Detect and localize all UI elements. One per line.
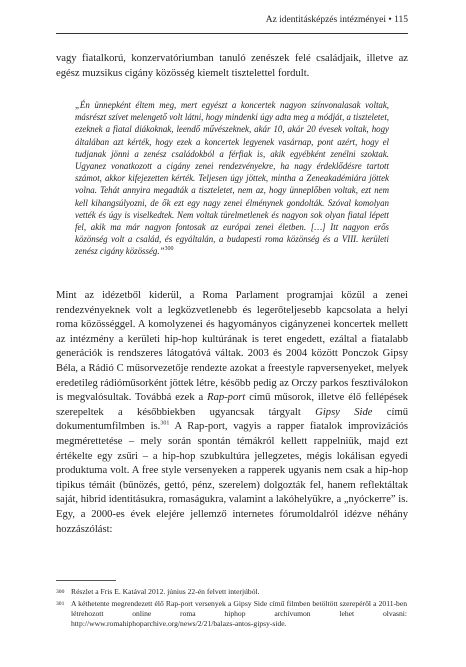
- paragraph-main-text-3: című dokumentumfilmben is.: [56, 406, 408, 433]
- paragraph-main-text-4: A Rap-port, vagyis a rapper fiatalok improvizációs megmérettetése – mely során spontán témákról kellett rappelniük, majd ezt értékelte egy zsűri – a hip-hop szubkultúra jellegzetes, mégis lokálisan egyedi produktuma volt. A free style versenyeken a rapperek ugyanis nem csak a hip-hop tipikus témáit (bűnözés, gettó, pénz, szerelem) dolgozták fel, hanem reflektáltak saját, hibrid identitásukra, romaságukra, valamint a lakóhelyükre, a „nyóckerre” is. Egy, a 2000-es évek elejére jellemző internetes fórumoldalról idézve néhány hozzászólást:: [56, 421, 408, 535]
- header-rule: [56, 33, 408, 34]
- footnote-301: [56, 599, 408, 629]
- paragraph-intro: vagy fiatalkorú, konzervatóriumban tanuló zenészek felé családjaik, illetve az egész muzsikus cigány közösség kiemelt tisztelettel fordult.: [56, 53, 408, 79]
- paragraph-main-text-1: Mint az idézetből kiderül, a Roma Parlament programjai közül a zenei rendezvényeknek volt a legközvetlenebb és legerőteljesebb kapcsolata a helyi roma közösséggel. A komolyzenei és hagyományos cigányzenei koncertek mellett az intézmény a kerületi hip-hop kultúrának is teret engedett, ezáltal a fiatalabb generációk is rendszeres látogatóvá váltak. 2003 és 2004 között Ponczok Gipsy Béla, a Rádió C műsorvezetője rendezte azokat a freestyle rapversenyeket, melyek eredetileg rádióműsorként jöttek létre, később pedig az Orczy parkos fesztiválokon is megvalósultak. Továbbá ezek a: [56, 290, 408, 404]
- paragraph-main-text-2: című műsorok, illetve élő fellépések szerepeltek a későbbiekben ugyancsak tárgyalt: [56, 392, 408, 418]
- page-number: 115: [394, 15, 408, 25]
- footnote-number: 301: [56, 601, 65, 607]
- chapter-title: Az identitásképzés intézményei: [265, 15, 387, 25]
- title-rap-port: Rap-port: [207, 392, 246, 404]
- footnote-text: A kéthetente megrendezett élő Rap-port versenyek a Gipsy Side című filmben betöltött szerepéről a 2011-ben létrehozott online roma hiphop archívumon lehet olvasni: http://www.romahiphoparchive.org/news/2/21/balazs-antos-gipsy-side.: [71, 599, 407, 628]
- paragraph-main: [56, 289, 408, 537]
- running-header: [56, 15, 408, 25]
- footnote-rule: [56, 580, 116, 581]
- title-gipsy-side: Gipsy Side: [315, 406, 373, 418]
- footnote-ref-301[interactable]: 301: [160, 420, 170, 427]
- footnote-ref-300[interactable]: 300: [164, 246, 174, 253]
- footnote-text: Részlet a Fris E. Katával 2012. június 22-én felvett interjúból.: [71, 587, 260, 596]
- block-quote: [75, 99, 389, 258]
- header-separator: •: [388, 15, 392, 25]
- quote-text: „Én ünnepként éltem meg, mert egyészt a koncertek nagyon színvonalasak voltak, másrészt szívet melengető volt látni, hogy mindenki úgy adta meg a módját, a tiszteletet, ezeknek a fiatal diákoknak, leendő művészeknek, akár 10, akár 20 évesek voltak, hogy általában azt kérték, hogy ezek a koncertek legyenek vasárnap, pont azért, hogy el tudjanak jönni a zenész családokból a férfiak is, akik egyébként zenélni szoktak. Ugyanez vonatkozott a cigány zenei rendezvényekre, ha nagy érdeklődésre tartott számot, akkor kifejezetten kérték. Teljesen úgy jöttek, mintha a Zeneakadémiára jöttek volna. Tehát annyira megadták a tiszteletet, nem az, hogy ünneplőben voltak, ezt nem kell kihangsúlyozni, de ők ezt egy nagy zenei élménynek gondolták. Szóval komolyan vették és úgy is viselkedtek. Nem voltak türelmetlenek és nagyon sok olyan fiatal lépett fel, akik ma már nagyon fontosak az európai zenei életben. […] Itt nagyon erős közönség volt a család, és egyáltalán, a budapesti roma közönség és a VIII. kerületi zenész cigány közösség.”: [75, 100, 389, 257]
- footnote-number: 300: [56, 589, 65, 595]
- footnote-300: [56, 587, 408, 597]
